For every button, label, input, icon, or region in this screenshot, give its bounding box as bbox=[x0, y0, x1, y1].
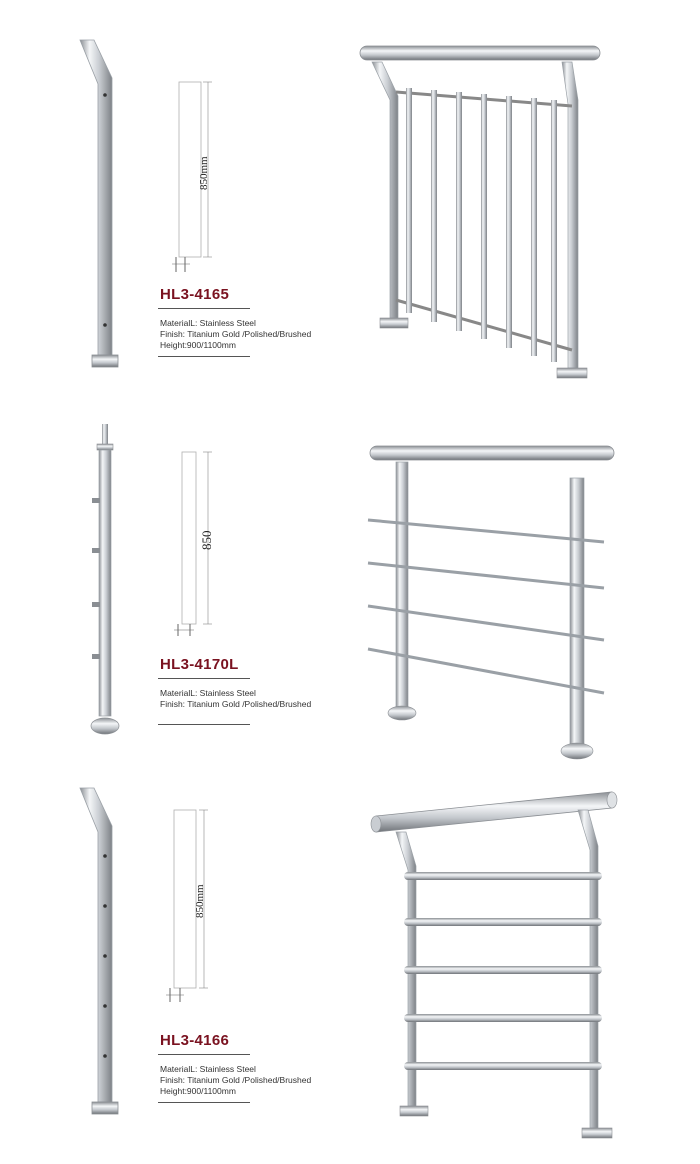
spec-material: MaterialL: Stainless Steel bbox=[160, 1064, 256, 1074]
spec-material: MaterialL: Stainless Steel bbox=[160, 318, 256, 328]
round-post-image bbox=[91, 424, 119, 734]
spec-finish: Finish: Titanium Gold /Polished/Brushed bbox=[160, 1075, 312, 1085]
product-art-hl3-4170l bbox=[0, 388, 700, 776]
product-art-hl3-4166 bbox=[0, 776, 700, 1164]
dimension-label: 850 bbox=[199, 530, 214, 550]
balustrade-image bbox=[360, 46, 600, 378]
model-number: HL3-4165 bbox=[160, 286, 230, 303]
model-divider bbox=[158, 308, 250, 309]
spec-finish: Finish: Titanium Gold /Polished/Brushed bbox=[160, 329, 312, 339]
model-number: HL3-4166 bbox=[160, 1032, 230, 1049]
spec-divider bbox=[158, 1102, 250, 1103]
model-divider bbox=[158, 1054, 250, 1055]
product-section-hl3-4165 bbox=[0, 0, 700, 388]
spec-height: Height:900/1100mm bbox=[160, 340, 236, 350]
product-section-hl3-4166 bbox=[0, 776, 700, 1164]
dimension-label: 850mm bbox=[194, 884, 206, 918]
product-art-hl3-4165 bbox=[0, 0, 700, 388]
angled-post-image bbox=[80, 40, 118, 367]
model-number: HL3-4170L bbox=[160, 656, 239, 673]
model-divider bbox=[158, 678, 250, 679]
spec-material: MaterialL: Stainless Steel bbox=[160, 688, 256, 698]
balustrade-image bbox=[368, 446, 614, 759]
product-section-hl3-4170l bbox=[0, 388, 700, 776]
spec-divider bbox=[158, 724, 250, 725]
spec-finish: Finish: Titanium Gold /Polished/Brushed bbox=[160, 699, 312, 709]
spec-height: Height:900/1100mm bbox=[160, 1086, 236, 1096]
spec-divider bbox=[158, 356, 250, 357]
balustrade-image bbox=[371, 792, 617, 1138]
dimension-label: 850mm bbox=[198, 156, 210, 190]
angled-post-image bbox=[80, 788, 118, 1114]
